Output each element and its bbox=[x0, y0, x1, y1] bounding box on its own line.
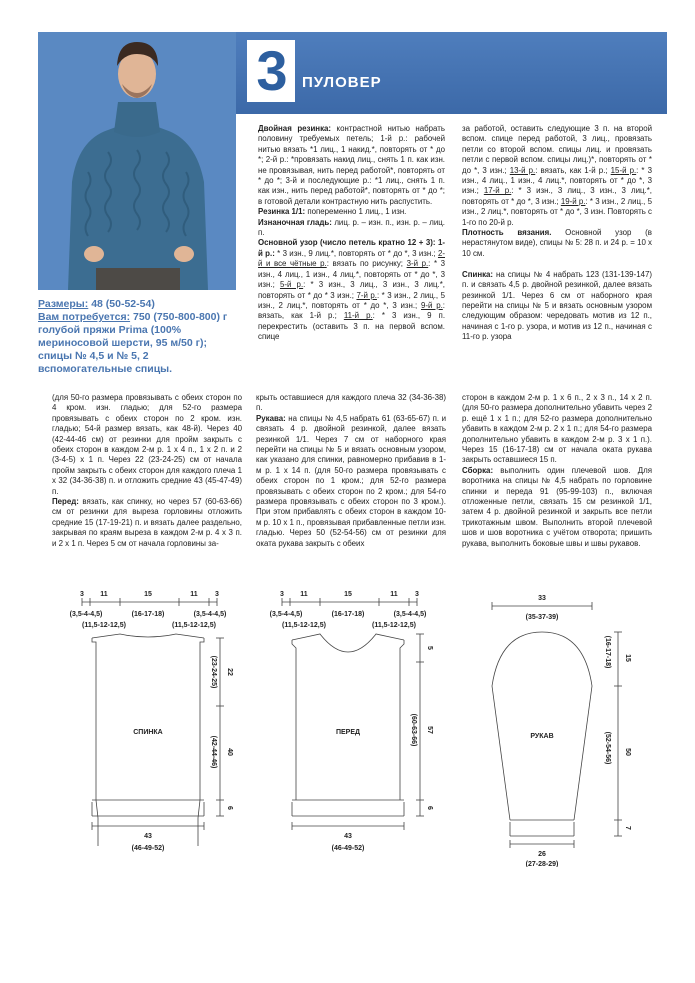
column-2-text: Двойная резинка: контрастной нитью набрать половину требуемых петель; 1-й р.: рабочей нитью вязать *1 лиц., 1 накид.*, повторять от * до *; 2-й р.: *провязать накид лиц., снять 1 п. как изн. не провязывая, нить перед работой*, повторять от * до *; 3-й и последующие р.: *1 лиц., снять 1 п. как изн., нить перед работой*, повторять от * до *; в готовой детали контрастную нить распустить. Резинка 1/1: попеременно 1 лиц., 1 изн. Изнаночная гладь: лиц. р. – изн. п., изн. р. – лиц. п. Основной узор (число петель кратно 12 + 3): 1-й р.: * 3 изн., 9 лиц.*, повторять от * до *, 3 изн.; 2-й и все чётные р.: вязать по рисунку; 3-й р.: * 3 изн., 4 лиц., 1 изн., 4 лиц.*, повторять от * до *, 3 изн.; 5-й р.: * 3 изн., 3 лиц., 3 изн., 3 лиц.*, повторять от * до * 3 изн.; 7-й р.: * 3 изн., 2 лиц., 5 изн., 2 лиц.*, повторять от * до *, 3 изн.; 9-й р.: вязать, как 1-й р.; 11-й р.: * 3 изн., 9 п. перекрестить (оставить 3 п. на первой вспом. спице bbox=[258, 124, 446, 342]
diagram-sleeve bbox=[470, 592, 650, 867]
column-4-text: (для 50-го размера провязывать с обеих сторон по 4 кром. изн. гладью; для 52-го размера провязывать с обеих сторон по 2 кром. изн. гладью; 54-й размер вязать, как 48-й). Через 40 (42-44-46 см) от резинки для пройм закрыть с обеих сторон в каждом 2-м р. 1 х 4 п., 1 х 2 п. и 2 (3-4-5) х 1 п. Через 22 (23-24-25) см от начала пройм закрыть с обеих сторон для каждого плеча 1 х 32 (34-36-38) п. и отложить средние 43 (45-47-49) п. Перед: вязать, как спинку, но через 57 (60-63-66) см от резинки для выреза горловины отложить средние 15 (17-19-21) п. и вязать далее раздельно, закрывая по краям выреза в каждом 2-м р. 4 х 3 п. и 2 х 1 п. Через 5 см от начала горловины за- bbox=[52, 393, 242, 548]
sizes-label: Размеры: bbox=[38, 298, 89, 310]
header-band bbox=[236, 32, 667, 114]
materials-label: Вам потребуется: bbox=[38, 311, 131, 323]
front-right-57: 57 bbox=[426, 726, 433, 734]
sizes-value: 48 (50-52-54) bbox=[91, 298, 155, 310]
text-column-2 bbox=[258, 124, 445, 343]
back-top-num-2: 11 bbox=[100, 591, 108, 598]
model-photo-icon bbox=[38, 32, 236, 290]
sleeve-right-50: 50 bbox=[624, 748, 631, 756]
front-top-num-1: 3 bbox=[280, 591, 284, 598]
front-top-sub2-left: (11,5-12-12,5) bbox=[282, 622, 326, 629]
front-right-57-sub: (60-63-66) bbox=[410, 713, 417, 747]
sleeve-right-15: 15 bbox=[624, 654, 631, 662]
page-title: ПУЛОВЕР bbox=[302, 74, 382, 91]
pattern-number: 3 bbox=[256, 39, 288, 102]
column-6-text: сторон в каждом 2-м р. 1 х 6 п., 2 х 3 п., 14 х 2 п. (для 50-го размера дополнительно убавить через 2 р. ещё 1 х 1 п.; для 52-го размера дополнительно убавить в каждом 2-м р. 2 х 1 п.; для 54-го размера дополнительно убавить в каждом 2-м р. 3 х 1 п.). Через 15 (16-17-18) см от начала оката рукава закрыть оставшиеся 15 п. Сборка: выполнить один плечевой шов. Для воротника на спицы № 4,5 набрать по горловине спинки и переда 91 (95-99-103) п., включая отложенные петли, связать 15 см резинкой 1/1, затем 4 р. двойной резинкой и закрыть все петли трикотажным швом. Выполнить второй плечевой шов и шов воротника с учётом отворота; пришить рукава, выполнить боковые швы и швы рукавов. bbox=[462, 393, 652, 548]
back-right-40: 40 bbox=[226, 748, 233, 756]
back-top-num-3: 15 bbox=[144, 591, 152, 598]
front-bottom-sub: (46-49-52) bbox=[331, 845, 365, 852]
back-top-sub2-right: (11,5-12-12,5) bbox=[172, 622, 216, 629]
back-top-num-5: 3 bbox=[215, 591, 219, 598]
sizes-block bbox=[38, 298, 238, 376]
sleeve-top-sub: (35-37-39) bbox=[525, 614, 559, 621]
back-piece-name: СПИНКА bbox=[133, 729, 163, 736]
back-top-sub-left: (3,5-4-4,5) bbox=[69, 611, 103, 618]
back-top-sub-right: (3,5-4-4,5) bbox=[193, 611, 227, 618]
text-column-5 bbox=[256, 393, 446, 549]
front-top-sub-left: (3,5-4-4,5) bbox=[269, 611, 303, 618]
materials-value: 750 (750-800-800) г голубой пряжи Prima (100% мериносовой шерсти, 95 м/50 г); спицы № 4,5 и № 5, 2 вспомогательные спицы. bbox=[38, 311, 228, 375]
front-top-num-5: 3 bbox=[415, 591, 419, 598]
front-bottom-43: 43 bbox=[344, 833, 352, 840]
back-bottom-43: 43 bbox=[144, 833, 152, 840]
back-right-22: 22 bbox=[226, 668, 233, 676]
front-right-5: 5 bbox=[426, 646, 433, 650]
sleeve-right-50-sub: (52-54-56) bbox=[604, 731, 611, 765]
front-top-num-4: 11 bbox=[390, 591, 398, 598]
back-bottom-sub: (46-49-52) bbox=[131, 845, 165, 852]
diagram-back bbox=[52, 588, 242, 858]
front-top-sub2-right: (11,5-12-12,5) bbox=[372, 622, 416, 629]
sleeve-bottom-26: 26 bbox=[538, 851, 546, 858]
model-photo bbox=[38, 32, 236, 290]
column-3-text: за работой, оставить следующие 3 п. на второй вспом. спице перед работой, 3 лиц., провязать петли со второй вспом. спицы лиц. и провязать петли с первой вспом. спицы лиц.)*, повторять от * до *, 3 изн.; 13-й р.: вязать, как 1-й р.; 15-й р.: * 3 изн., 4 лиц., 1 изн., 4 лиц.*, повторять от * до *, 3 изн.; 17-й р.: * 3 изн., 3 лиц., 3 изн., 3 лиц.*, повторять от * до *, 3 изн.; 19-й р.: * 3 изн., 2 лиц., 5 изн., 2 лиц.*, повторять от * до *, 3 изн. Повторять с 1-го по 20-й р. Плотность вязания. Основной узор (в нерастянутом виде), спицы № 5: 28 п. и 24 р. = 10 х 10 см. Спинка: на спицы № 4 набрать 123 (131-139-147) п. и связать 4,5 р. двойной резинкой, далее вязать резинкой 1/1. Через 6 см от наборного края перейти на спицы № 5 и вязать основным узором следующим образом: чередовать мотив из 12 п., начиная с 1-го р. узора, и мотив из 12 п., начиная с 11-го р. узора bbox=[462, 124, 652, 342]
sleeve-right-15-sub: (16-17-18) bbox=[604, 635, 611, 669]
text-column-3 bbox=[462, 124, 652, 343]
back-top-num-1: 3 bbox=[80, 591, 84, 598]
back-top-sub2-left: (11,5-12-12,5) bbox=[82, 622, 126, 629]
front-top-num-3: 15 bbox=[344, 591, 352, 598]
back-right-6: 6 bbox=[226, 806, 233, 810]
text-column-6 bbox=[462, 393, 652, 549]
column-5-text: крыть оставшиеся для каждого плеча 32 (34-36-38) п. Рукава: на спицы № 4,5 набрать 61 (63-65-67) п. и связать 4 р. двойной резинкой, далее вязать резинкой 1/1. Через 7 см от наборного края перейти на спицы № 5 и вязать основным узором, как указано для спинки, равномерно прибавив в 1-м р. 1 х 14 п. (для 50-го размера провязывать с обеих сторон по 1 кром.; для 52-го размера провязывать с обеих сторон по 2 кром.; для 54-го размера провязывать с обеих сторон по 3 кром.). При этом прибавлять с обеих сторон в каждом 10-м р. 10 х 1 п., провязывая прибавленные петли изн. гладью. Через 50 (52-54-56) см от резинки для оката рукава закрыть с обеих bbox=[256, 393, 446, 548]
sleeve-right-7: 7 bbox=[624, 826, 631, 830]
front-top-num-2: 11 bbox=[300, 591, 308, 598]
back-right-22-sub: (23-24-25) bbox=[210, 655, 217, 689]
sleeve-top-33: 33 bbox=[538, 595, 546, 602]
front-top-sub-mid: (16-17-18) bbox=[331, 611, 365, 618]
back-right-40-sub: (42-44-46) bbox=[210, 735, 217, 769]
front-piece-name: ПЕРЕД bbox=[335, 729, 361, 736]
front-top-sub-right: (3,5-4-4,5) bbox=[393, 611, 427, 618]
front-right-6: 6 bbox=[426, 806, 433, 810]
sleeve-piece-name: РУКАВ bbox=[530, 733, 554, 740]
diagram-front bbox=[252, 588, 447, 858]
sleeve-bottom-sub: (27-28-29) bbox=[525, 861, 559, 867]
back-top-sub-mid: (16-17-18) bbox=[131, 611, 165, 618]
text-column-4 bbox=[52, 393, 242, 549]
back-top-num-4: 11 bbox=[190, 591, 198, 598]
